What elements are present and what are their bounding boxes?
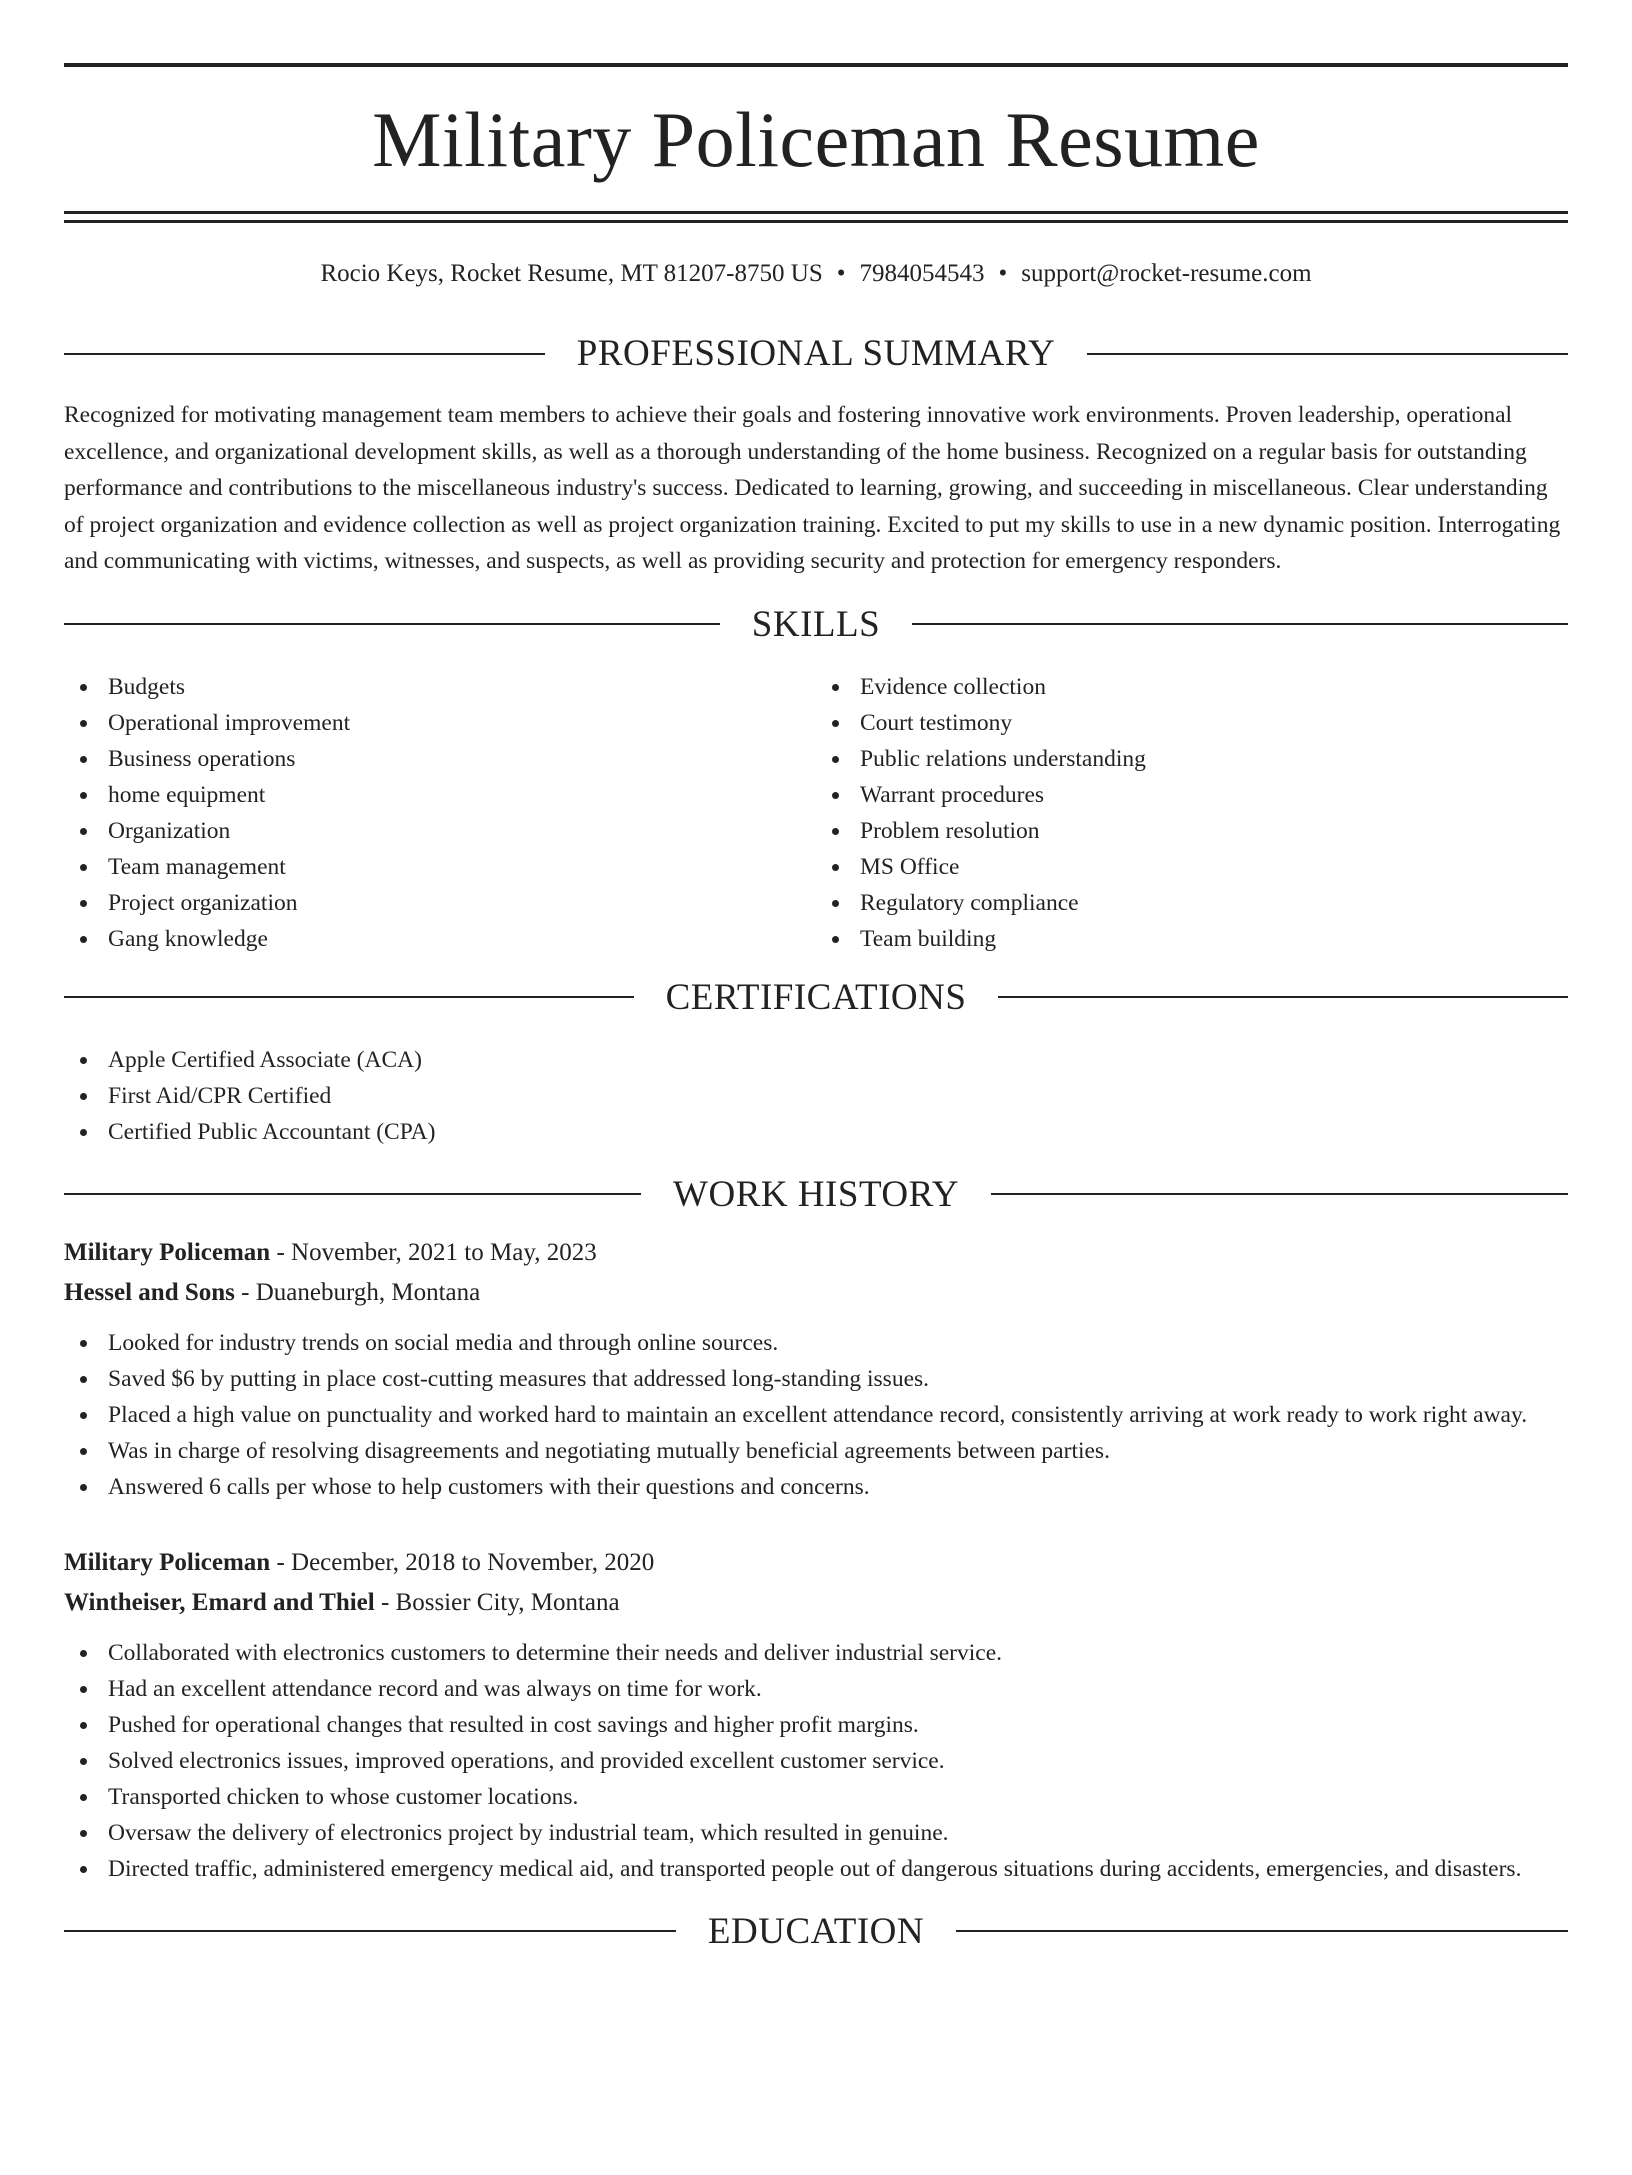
job-company-line	[64, 1583, 1568, 1623]
skill-item: Team building	[816, 921, 1568, 957]
job-entry	[64, 1543, 1568, 1887]
divider-line	[912, 623, 1568, 625]
job-bullet: Solved electronics issues, improved operations, and provided excellent customer service.	[64, 1743, 1568, 1779]
job-bullet: Was in charge of resolving disagreements and negotiating mutually beneficial agreements between parties.	[64, 1433, 1568, 1469]
divider-line	[1087, 353, 1568, 355]
job-bullet: Pushed for operational changes that resulted in cost savings and higher profit margins.	[64, 1707, 1568, 1743]
skill-item: Team management	[64, 849, 816, 885]
job-title: Military Policeman	[64, 1548, 271, 1576]
skills-list-right	[816, 669, 1568, 957]
skill-item: Public relations understanding	[816, 741, 1568, 777]
job-company: Wintheiser, Emard and Thiel	[64, 1588, 375, 1616]
contact-line	[64, 259, 1568, 289]
job-bullet: Looked for industry trends on social media and through online sources.	[64, 1325, 1568, 1361]
contact-phone: 7984054543	[859, 260, 985, 287]
skill-item: home equipment	[64, 777, 816, 813]
skill-item: Regulatory compliance	[816, 885, 1568, 921]
skill-item: Warrant procedures	[816, 777, 1568, 813]
job-entry	[64, 1233, 1568, 1505]
contact-separator: •	[998, 260, 1008, 287]
resume-page	[0, 63, 1632, 2175]
resume-title: Military Policeman Resume	[372, 96, 1260, 183]
title-double-rule	[64, 211, 1568, 223]
job-title-line	[64, 1233, 1568, 1273]
divider-line	[64, 623, 720, 625]
contact-separator: •	[836, 260, 846, 287]
section-header-education	[64, 1910, 1568, 1952]
job-dates: - November, 2021 to May, 2023	[270, 1238, 597, 1266]
job-bullet: Had an excellent attendance record and was always on time for work.	[64, 1671, 1568, 1707]
section-title-certifications: CERTIFICATIONS	[665, 976, 967, 1018]
contact-email[interactable]: support@rocket-resume.com	[1021, 260, 1312, 287]
skill-item: Project organization	[64, 885, 816, 921]
job-bullets	[64, 1635, 1568, 1887]
skill-item: Evidence collection	[816, 669, 1568, 705]
job-location: - Bossier City, Montana	[374, 1588, 620, 1616]
certification-item: Apple Certified Associate (ACA)	[64, 1042, 1568, 1078]
certification-item: First Aid/CPR Certified	[64, 1078, 1568, 1114]
section-title-skills: SKILLS	[751, 603, 881, 645]
skill-item: Business operations	[64, 741, 816, 777]
section-header-work	[64, 1173, 1568, 1215]
job-dates: - December, 2018 to November, 2020	[270, 1548, 655, 1576]
divider-line	[991, 1193, 1568, 1195]
job-bullet: Directed traffic, administered emergency medical aid, and transported people out of dangerous situations during accidents, emergencies, and disasters.	[64, 1851, 1568, 1887]
job-company: Hessel and Sons	[64, 1278, 235, 1306]
certification-item: Certified Public Accountant (CPA)	[64, 1114, 1568, 1150]
certifications-list	[64, 1042, 1568, 1150]
job-bullet: Transported chicken to whose customer locations.	[64, 1779, 1568, 1815]
job-location: - Duaneburgh, Montana	[234, 1278, 481, 1306]
divider-line	[64, 353, 545, 355]
job-bullet: Collaborated with electronics customers to determine their needs and deliver industrial service.	[64, 1635, 1568, 1671]
skills-list-left	[64, 669, 816, 957]
skill-item: MS Office	[816, 849, 1568, 885]
work-history	[64, 1233, 1568, 1887]
summary-text: Recognized for motivating management team members to achieve their goals and fostering innovative work environments. Proven leadership, operational excellence, and organizational development skills, as well as a thorough understanding of the home business. Recognized on a regular basis for outstanding performance and contributions to the miscellaneous industry's success. Dedicated to learning, growing, and succeeding in miscellaneous. Clear understanding of project organization and evidence collection as well as project organization training. Excited to put my skills to use in a new dynamic position. Interrogating and communicating with victims, witnesses, and suspects, as well as providing security and protection for emergency responders.	[64, 402, 1561, 574]
divider-line	[64, 1193, 641, 1195]
job-bullet: Saved $6 by putting in place cost-cutting measures that addressed long-standing issues.	[64, 1361, 1568, 1397]
skill-item: Gang knowledge	[64, 921, 816, 957]
divider-line	[64, 1930, 676, 1932]
divider-line	[956, 1930, 1568, 1932]
section-title-summary: PROFESSIONAL SUMMARY	[576, 333, 1056, 374]
job-bullets	[64, 1325, 1568, 1505]
job-title-line	[64, 1543, 1568, 1583]
skills-grid	[64, 669, 1568, 957]
top-rule	[64, 63, 1568, 67]
skill-item: Operational improvement	[64, 705, 816, 741]
section-header-summary	[64, 335, 1568, 372]
job-bullet: Oversaw the delivery of electronics project by industrial team, which resulted in genuine.	[64, 1815, 1568, 1851]
skill-item: Organization	[64, 813, 816, 849]
section-header-certifications	[64, 976, 1568, 1018]
section-title-work: WORK HISTORY	[673, 1173, 959, 1215]
contact-address: Rocio Keys, Rocket Resume, MT 81207-8750 US	[320, 260, 823, 287]
section-header-skills	[64, 603, 1568, 645]
job-company-line	[64, 1273, 1568, 1313]
skill-item: Court testimony	[816, 705, 1568, 741]
divider-line	[998, 996, 1568, 998]
skill-item: Problem resolution	[816, 813, 1568, 849]
job-title: Military Policeman	[64, 1238, 271, 1266]
skill-item: Budgets	[64, 669, 816, 705]
section-title-education: EDUCATION	[707, 1910, 925, 1952]
job-bullet: Placed a high value on punctuality and worked hard to maintain an excellent attendance record, consistently arriving at work ready to work right away.	[64, 1397, 1568, 1433]
divider-line	[64, 996, 634, 998]
job-bullet: Answered 6 calls per whose to help customers with their questions and concerns.	[64, 1469, 1568, 1505]
